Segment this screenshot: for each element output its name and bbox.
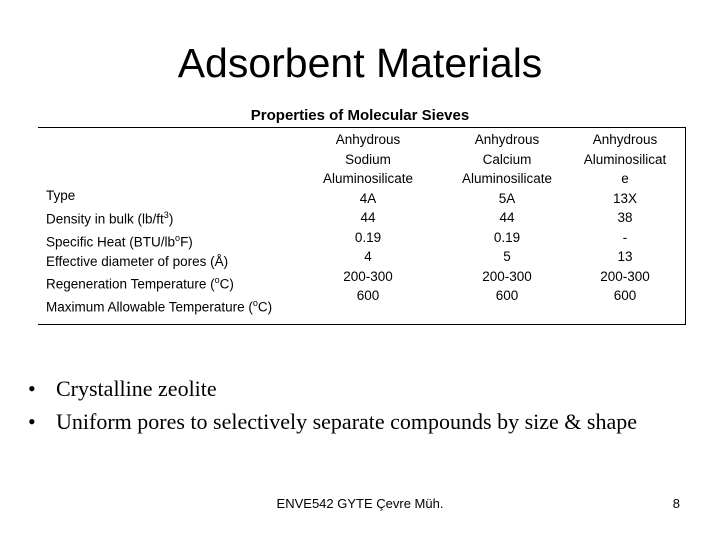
- table-cell: 38: [617, 210, 633, 225]
- table-cell: 0.19: [354, 229, 382, 245]
- table-cell: 4: [364, 249, 372, 264]
- row-label-pore-diameter: Effective diameter of pores (Å): [46, 253, 229, 269]
- column-header-line: Anhydrous: [335, 132, 401, 147]
- row-labels: [46, 186, 296, 317]
- table-cell: -: [622, 229, 628, 245]
- page-number: 8: [672, 496, 680, 511]
- table-bottom-rule: [38, 324, 686, 325]
- table-cell: 0.19: [493, 229, 521, 245]
- column-header-line: Calcium: [482, 151, 532, 167]
- table-top-rule: [38, 127, 686, 128]
- table-cell: 200-300: [343, 268, 393, 284]
- table-cell: 13: [617, 249, 633, 264]
- row-label-density: Density in bulk $(lb/ft^3)$: [46, 209, 174, 226]
- column-header-line: Aluminosilicat: [583, 151, 667, 167]
- bullet-dot-icon: •: [28, 376, 36, 401]
- table-cell: 5A: [498, 190, 516, 206]
- footer-text: ENVE542 GYTE Çevre Müh.: [276, 496, 444, 511]
- table-right-rule: [685, 127, 686, 324]
- column-header-line: Aluminosilicate: [461, 171, 553, 186]
- column-header-line: e: [621, 171, 629, 186]
- column-header-line: Sodium: [345, 151, 391, 167]
- row-label-regeneration-temp: Regeneration Temperature ($^o$C): [46, 275, 234, 292]
- column-header-line: Anhydrous: [592, 132, 658, 147]
- bullet-text: Crystalline zeolite: [56, 376, 217, 401]
- table-cell: 5: [503, 249, 511, 264]
- column-aluminosilicate: [570, 130, 680, 306]
- row-label-max-temp: Maximum Allowable Temperature ($^o$C): [46, 298, 273, 315]
- bullet-text: Uniform pores to selectively separate compounds by size & shape: [56, 409, 638, 434]
- table-cell: 200-300: [600, 268, 650, 284]
- bullet-list: [28, 372, 637, 438]
- row-label-specific-heat: Specific Heat $(BTU/lb^oF)$: [46, 232, 193, 249]
- table-cell: 4A: [359, 190, 377, 206]
- bullet-dot-icon: •: [28, 409, 36, 434]
- column-sodium: [313, 130, 423, 306]
- slide-title: Adsorbent Materials: [177, 40, 543, 86]
- table-cell: 600: [613, 288, 637, 303]
- row-label-type: Type: [46, 188, 76, 203]
- table-cell: 600: [356, 288, 380, 303]
- table-cell: 600: [495, 288, 519, 303]
- table-cell: 44: [499, 210, 515, 225]
- bullet-item: [28, 405, 637, 438]
- table-cell: 13X: [612, 190, 638, 206]
- bullet-item: [28, 372, 637, 405]
- table-cell: 44: [360, 210, 376, 225]
- column-header-line: Anhydrous: [474, 132, 540, 147]
- column-calcium: [452, 130, 562, 306]
- table-caption: Properties of Molecular Sieves: [250, 107, 470, 124]
- table-cell: 200-300: [482, 268, 532, 284]
- column-header-line: Aluminosilicate: [322, 171, 414, 186]
